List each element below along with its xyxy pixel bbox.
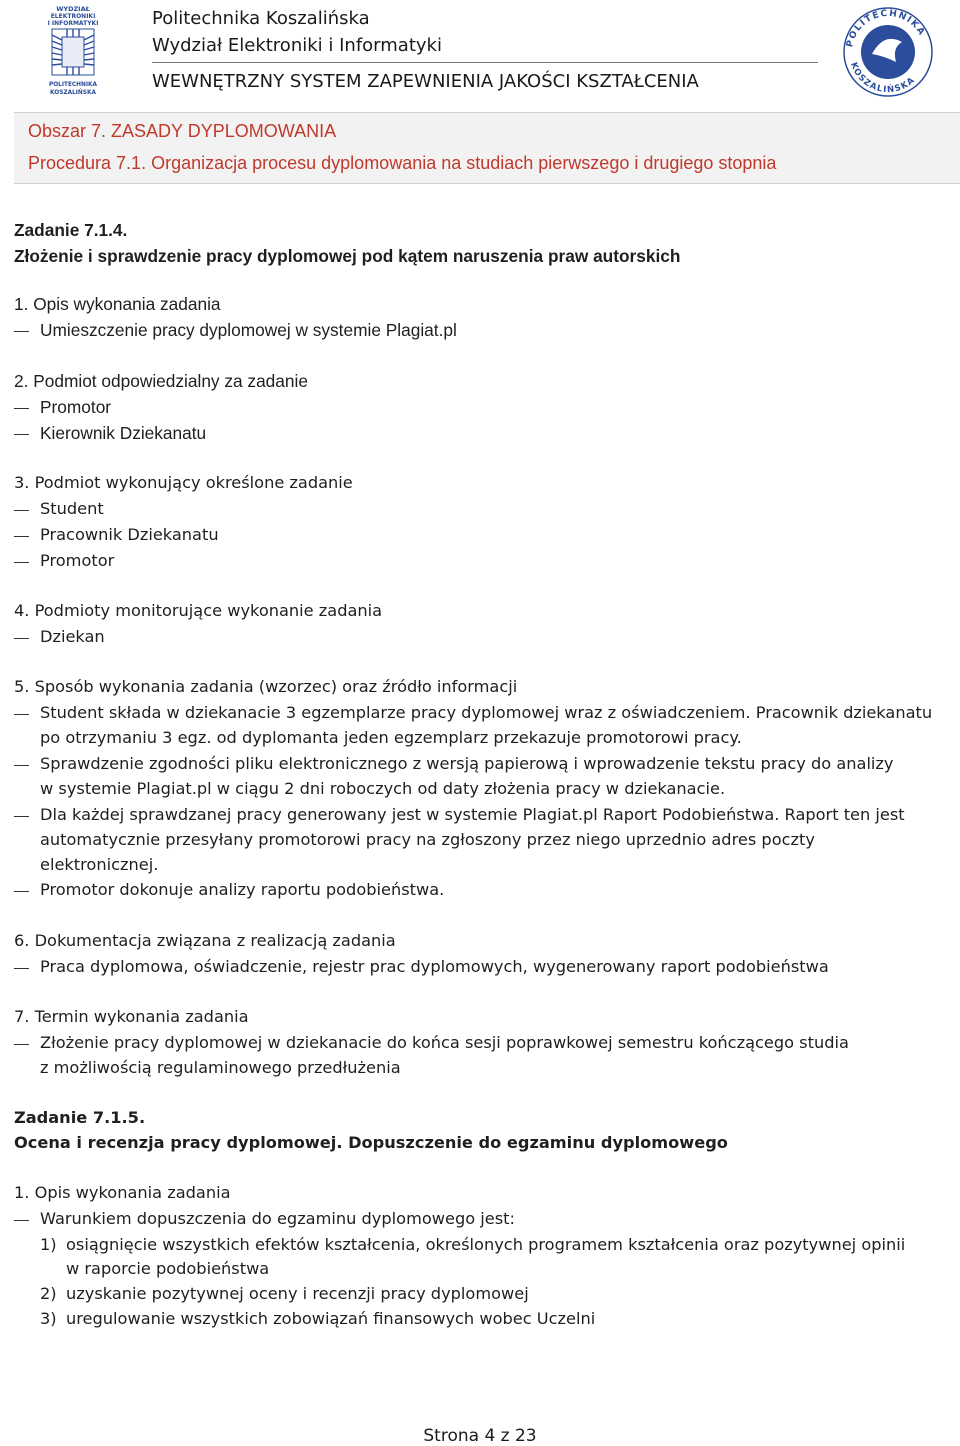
dash-bullet xyxy=(14,331,29,332)
task-number: Zadanie 7.1.5. xyxy=(14,1108,146,1127)
svg-text:KOSZALIŃSKA: KOSZALIŃSKA xyxy=(848,61,918,96)
list-item-line: po otrzymaniu 3 egz. od dyplomanta jeden egzemplarz przekazuje promotorowi pracy. xyxy=(40,728,742,747)
dash-bullet xyxy=(14,510,29,511)
dash-bullet xyxy=(14,638,29,639)
dash-bullet xyxy=(14,714,29,715)
condition-number: 2) xyxy=(40,1284,57,1303)
dash-bullet xyxy=(14,1220,29,1221)
dash-bullet xyxy=(14,562,29,563)
section-heading: 5. Sposób wykonania zadania (wzorzec) oraz źródło informacji xyxy=(14,677,518,696)
condition-line: osiągnięcie wszystkich efektów kształcenia, określonych programem kształcenia oraz pozytywnej opinii xyxy=(66,1235,906,1254)
dash-bullet xyxy=(14,765,29,766)
faculty-logo xyxy=(38,2,108,98)
list-item-line: Sprawdzenie zgodności pliku elektronicznego z wersją papierową i wprowadzenie tekstu pracy do analizy xyxy=(40,754,894,773)
condition-line: uregulowanie wszystkich zobowiązań finansowych wobec Uczelni xyxy=(66,1309,596,1328)
area-title: Obszar 7. ZASADY DYPLOMOWANIA xyxy=(28,121,337,141)
list-item-line: Promotor dokonuje analizy raportu podobieństwa. xyxy=(40,880,445,899)
page-number: Strona 4 z 23 xyxy=(423,1426,537,1446)
svg-text:I INFORMATYKI: I INFORMATYKI xyxy=(47,20,99,27)
list-item-line: automatycznie przesyłany promotorowi pracy na zgłoszony przez niego uprzednio adres poczty xyxy=(40,830,815,849)
dash-bullet xyxy=(14,891,29,892)
header-system: WEWNĘTRZNY SYSTEM ZAPEWNIENIA JAKOŚCI KSZTAŁCENIA xyxy=(152,71,699,92)
list-item: Pracownik Dziekanatu xyxy=(40,525,219,544)
section-heading: 6. Dokumentacja związana z realizacją zadania xyxy=(14,931,396,950)
svg-text:ELEKTRONIKI: ELEKTRONIKI xyxy=(50,13,96,20)
section-heading: 3. Podmiot wykonujący określone zadanie xyxy=(14,473,353,492)
condition-line: uzyskanie pozytywnej oceny i recenzji pracy dyplomowej xyxy=(66,1284,529,1303)
dash-bullet xyxy=(14,434,29,435)
section-heading: 1. Opis wykonania zadania xyxy=(14,294,221,314)
task-title: Złożenie i sprawdzenie pracy dyplomowej pod kątem naruszenia praw autorskich xyxy=(14,246,681,266)
condition-number: 1) xyxy=(40,1235,57,1254)
list-item-line: elektronicznej. xyxy=(40,855,159,874)
condition-number: 3) xyxy=(40,1309,57,1328)
svg-text:POLITECHNIKA: POLITECHNIKA xyxy=(845,8,927,49)
svg-text:POLITECHNIKA: POLITECHNIKA xyxy=(48,82,98,88)
list-item: Promotor xyxy=(40,397,112,417)
section-heading: 1. Opis wykonania zadania xyxy=(14,1183,231,1202)
svg-text:KOSZALIŃSKA: KOSZALIŃSKA xyxy=(50,90,96,96)
task-number: Zadanie 7.1.4. xyxy=(14,220,128,240)
list-item: Kierownik Dziekanatu xyxy=(40,423,207,443)
header-university: Politechnika Koszalińska xyxy=(152,8,370,29)
list-item: Dziekan xyxy=(40,627,105,646)
svg-text:WYDZIAŁ: WYDZIAŁ xyxy=(56,5,90,13)
header-divider xyxy=(152,62,818,63)
dash-bullet xyxy=(14,1044,29,1045)
procedure-title: Procedura 7.1. Organizacja procesu dyplomowania na studiach pierwszego i drugiego stopnia xyxy=(28,153,777,173)
list-item: Umieszczenie pracy dyplomowej w systemie Plagiat.pl xyxy=(40,320,457,340)
dash-bullet xyxy=(14,408,29,409)
condition-line: w raporcie podobieństwa xyxy=(66,1259,270,1278)
task-title: Ocena i recenzja pracy dyplomowej. Dopuszczenie do egzaminu dyplomowego xyxy=(14,1133,728,1152)
dash-bullet xyxy=(14,968,29,969)
list-item-line: w systemie Plagiat.pl w ciągu 2 dni roboczych od daty złożenia pracy w dziekanacie. xyxy=(40,779,726,798)
list-item: Promotor xyxy=(40,551,115,570)
list-item-line: Student składa w dziekanacie 3 egzemplarze pracy dyplomowej wraz z oświadczeniem. Pracownik dziekanatu xyxy=(40,703,933,722)
dash-bullet xyxy=(14,816,29,817)
section-heading: 4. Podmioty monitorujące wykonanie zadania xyxy=(14,601,383,620)
university-logo xyxy=(838,2,938,98)
section-heading: 7. Termin wykonania zadania xyxy=(14,1007,249,1026)
list-item-line: Złożenie pracy dyplomowej w dziekanacie do końca sesji poprawkowej semestru kończącego studia xyxy=(40,1033,849,1052)
header-faculty: Wydział Elektroniki i Informatyki xyxy=(152,35,442,56)
list-item: Student xyxy=(40,499,104,518)
list-item: Warunkiem dopuszczenia do egzaminu dyplomowego jest: xyxy=(40,1209,515,1228)
list-item-line: Dla każdej sprawdzanej pracy generowany jest w systemie Plagiat.pl Raport Podobieństwa. Raport ten jest xyxy=(40,805,905,824)
list-item-line: z możliwością regulaminowego przedłużenia xyxy=(40,1058,401,1077)
dash-bullet xyxy=(14,536,29,537)
list-item: Praca dyplomowa, oświadczenie, rejestr prac dyplomowych, wygenerowany raport podobieństwa xyxy=(40,957,829,976)
section-heading: 2. Podmiot odpowiedzialny za zadanie xyxy=(14,371,308,391)
